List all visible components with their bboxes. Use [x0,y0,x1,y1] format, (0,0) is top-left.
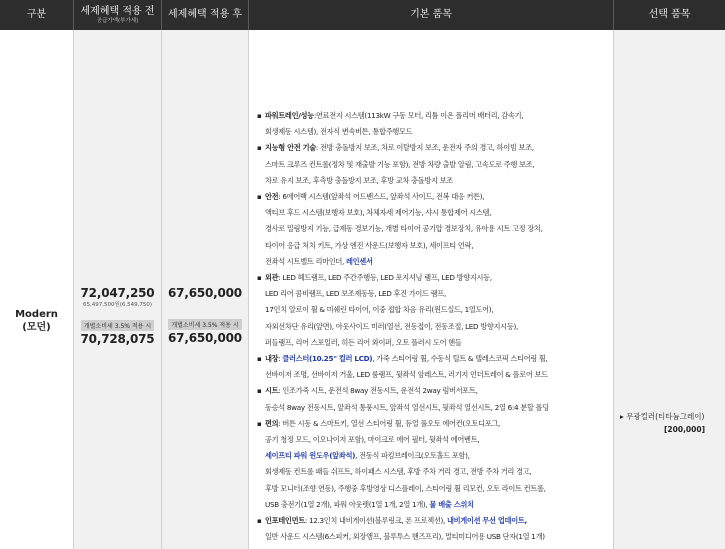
before-tax-tag: 개별소비세 3.5% 적용 시 [81,320,154,331]
before-tax-cell [74,286,161,346]
after-tax-cell [162,286,248,345]
before-tax-supply: 65,497,500원(6,549,750) [82,302,153,308]
before-tax-price: 72,047,250 [80,286,155,300]
list-item: ▪ 인포테인먼트: 12.3인치 내비게이션(블루링크, 폰 프로젝션), 내비게이션 무선 업데이트, 일반 사운드 시스템(6스피커, 외장앰프, 블루투스 핸즈프리), 멀티미디어용 USB 단자(1열 1개) [257,513,609,545]
list-item: ▪ 안전: 6에어백 시스템(앞좌석 어드밴스드, 앞좌석 사이드, 전복 대응 커튼), 액티브 후드 시스템(보행자 보호), 차체자세 제어기능, 샤시 통합제어 시스템, 경사로 밀림방지 기능, 급제동 경보기능, 개별 타이어 공기압 경보장치, 유아용 시트 고정 장치, 타이어 응급 처치 키트, 가상 엔진 사운드(보행자 보호), 세이프티 언락, 전좌석 시트벨트 리마인더, 레인센서 [257,189,609,270]
list-item: ▪ 파워트레인/성능:연료전지 시스템(113kW 구동 모터, 리튬 이온 폴리머 배터리, 감속기, 회생제동 시스템), 전자식 변속버튼, 통합주행모드 [257,108,609,140]
list-item: ▪ 내장: 클러스터(10.25" 컬러 LCD), 가죽 스티어링 휠, 수동식 틸트 & 텔레스코픽 스티어링 휠, 선바이저 조명, 선바이저 거울, LED 룸램프, 뒷좌석 암레스트, 러기지 언더트레이 & 플로어 보드 [257,351,609,383]
before-tax-price-discount: 70,728,075 [80,332,155,346]
after-tax-tag: 개별소비세 3.5% 적용 시 [168,319,241,330]
option-cell [620,410,705,436]
after-tax-price: 67,650,000 [168,286,242,300]
after-tax-price-discount: 67,650,000 [168,331,242,345]
header-options: 선택 품목 [614,0,725,30]
list-item: ▪ 편의: 버튼 시동 & 스마트키, 열선 스티어링 휠, 듀얼 풀오토 에어컨(오토디포그, 공기 청정 모드, 이오나이저 포함), 마이크로 에어 필터, 뒷좌석 에어벤트, 세이프티 파워 윈도우(앞좌석), 전동식 파킹브레이크(오토홀드 포함), 회생제동 컨트롤 패들 쉬프트, 하이패스 시스템, 후방 주차 거리 경고, 전방 주차 거리 경고, 후방 모니터(조향 연동), 주행중 후방영상 디스플레이, 스티어링 휠 리모컨, 오토 라이트 컨트롤, USB 충전기(1열 2개), 파워 아웃렛(1열 1개, 2열 1개), 물 배출 스위치 [257,416,609,513]
basic-items-list [257,108,609,545]
header-after-tax: 세제혜택 적용 후 [162,0,248,30]
option-item: ▸ 무광컬러(티타늄그레이) [620,412,705,421]
header-category: 구분 [0,0,73,30]
model-name: Modern (모던) [15,309,58,333]
list-item: ▪ 외관: LED 헤드램프, LED 주간주행등, LED 포지셔닝 램프, LED 방향지시등, LED 리어 콤비램프, LED 보조제동등, LED 후진 가이드 램프, 17인치 알로이 휠 & 미쉐린 타이어, 이중 접합 차음 유리(윈드실드, 1열도어), 자외선차단 유리(앞면), 아웃사이드 미러(열선, 전동접이, 전동조절, LED 방향지시등), 퍼들램프, 리어 스포일러, 히든 리어 와이퍼, 오토 플러시 도어 핸들 [257,270,609,351]
list-item: ▪ 지능형 안전 기술: 전방 충돌방지 보조, 차로 이탈방지 보조, 운전자 주의 경고, 하이빔 보조, 스마트 크루즈 컨트롤(정차 및 재출발 기능 포함), 전방 차량 출발 알림, 고속도로 주행 보조, 차로 유지 보조, 후측방 충돌방지 보조, 후방 교차 충돌방지 보조 [257,140,609,189]
header-basic-items: 기본 품목 [249,0,613,30]
list-item: ▪ 시트: 인조가죽 시트, 운전석 8way 전동시트, 운전석 2way 럼버서포트, 동승석 8way 전동시트, 앞좌석 통풍시트, 앞좌석 열선시트, 뒷좌석 열선시트, 2열 6:4 분할 폴딩 [257,383,609,415]
option-price: [200,000] [664,425,706,434]
header-before-tax: 세제혜택 적용 전 공급가액(부가세) [74,0,161,30]
